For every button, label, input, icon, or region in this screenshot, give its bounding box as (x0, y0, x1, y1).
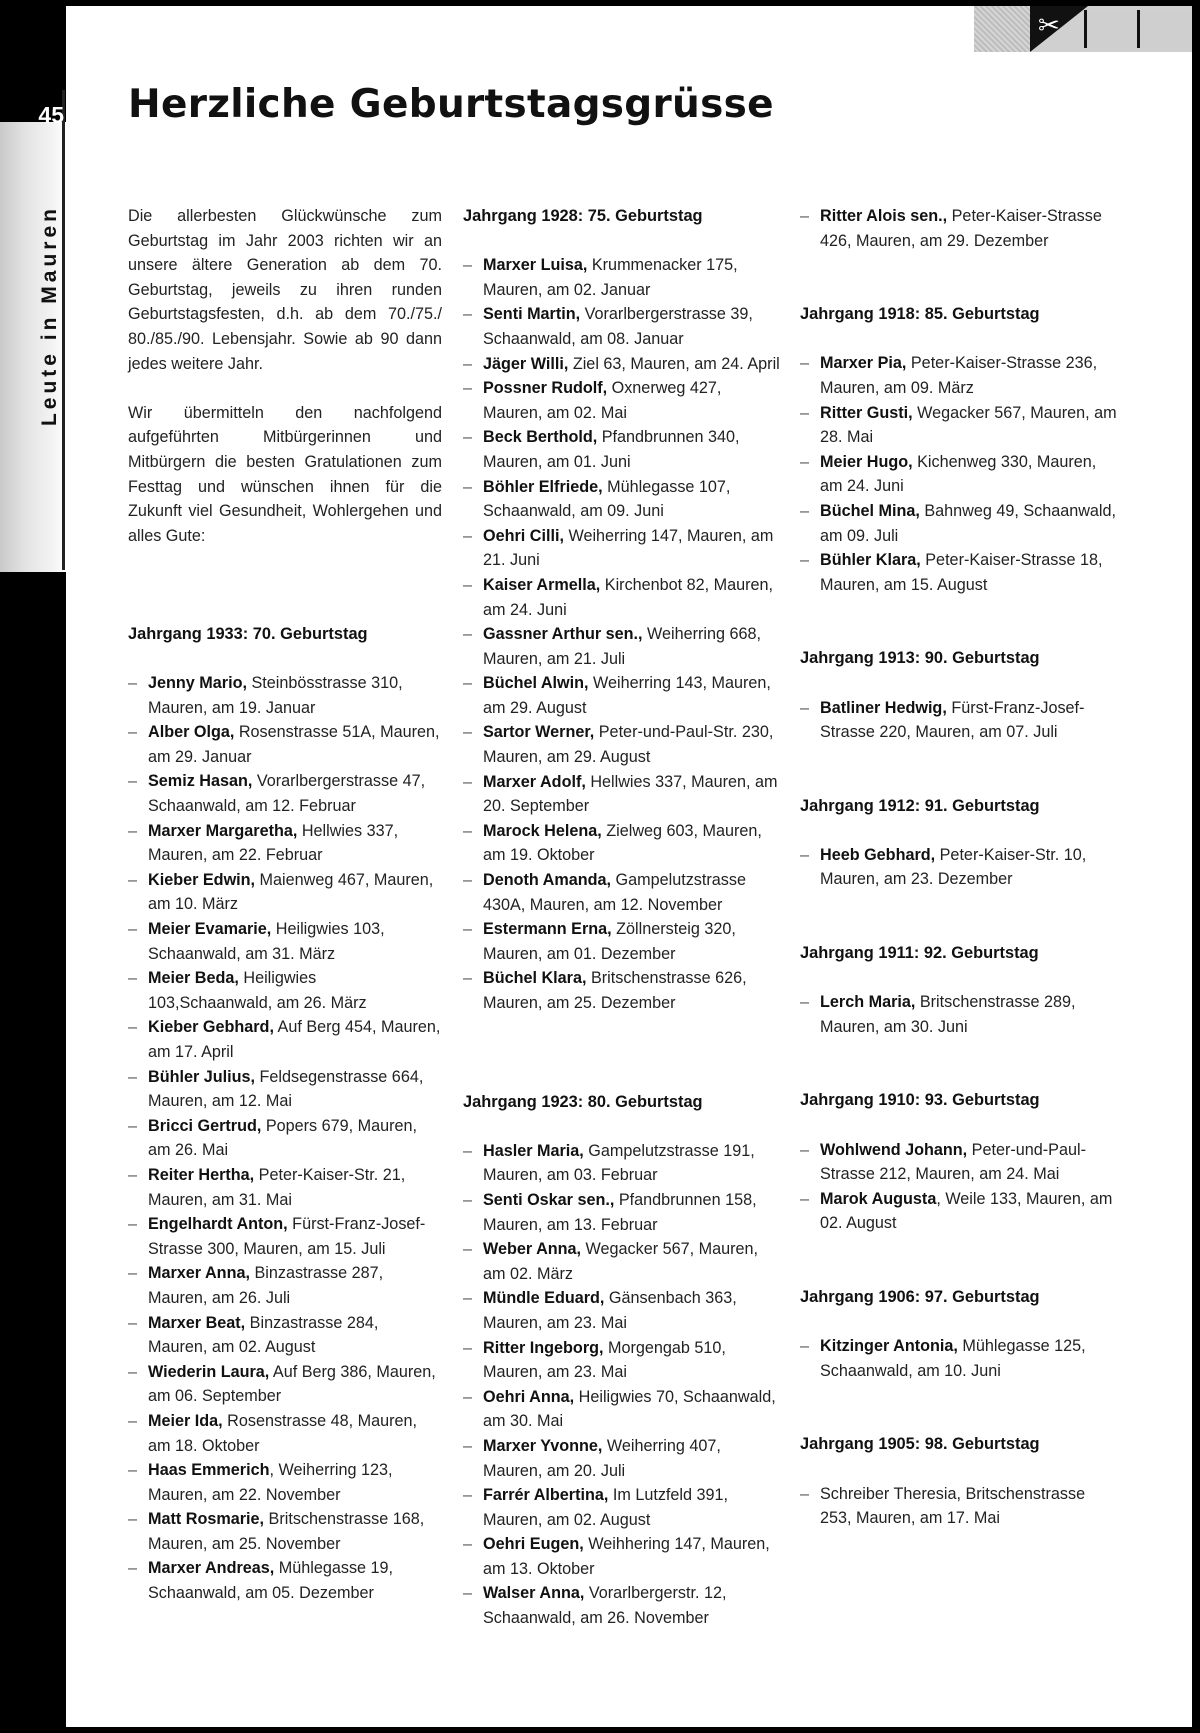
person-name: Meier Evamarie, (148, 920, 272, 939)
dash-bullet: – (128, 674, 138, 693)
person-detail: Peter-Kaiser-Str. 10, Mauren, am 23. Dezember (820, 845, 1087, 889)
person-name: Reiter Hertha, (148, 1165, 255, 1184)
dash-bullet: – (800, 501, 810, 520)
person-detail: Binzastrasse 284, Mauren, am 02. August (148, 1313, 379, 1357)
person-detail: Pfandbrunnen 340, Mauren, am 01. Juni (483, 428, 740, 471)
person-name: Kieber Edwin, (148, 870, 256, 889)
list-item (463, 622, 783, 671)
person-name: Denoth Amanda, (483, 871, 612, 890)
group-heading: Jahrgang 1933: 70. Geburtstag (128, 624, 368, 643)
group-1912 (800, 794, 1118, 892)
page-number: 45 (38, 102, 64, 128)
group-1911 (800, 941, 1118, 1039)
list-item (128, 819, 442, 868)
birthday-list (800, 1138, 1118, 1236)
dash-bullet: – (800, 551, 810, 570)
person-detail: Wegacker 567, Mauren, am 02. März (483, 1240, 759, 1283)
birthday-list (463, 1139, 783, 1631)
list-item (463, 1532, 783, 1581)
person-name: Gassner Arthur sen., (483, 625, 643, 644)
birthday-list (128, 671, 442, 1606)
list-item (128, 917, 442, 966)
dash-bullet: – (128, 870, 138, 889)
dash-bullet: – (463, 871, 473, 890)
list-item (463, 524, 783, 573)
person-name: Meier Beda, (148, 969, 239, 988)
person-name: Kaiser Armella, (483, 575, 601, 594)
dash-bullet: – (128, 1510, 138, 1529)
person-name: Weber Anna, (483, 1240, 582, 1259)
person-name: Lerch Maria, (820, 993, 916, 1012)
group-1933 (128, 622, 442, 1606)
dash-bullet: – (463, 379, 473, 398)
person-detail: Gampelutzstrasse 191, Mauren, am 03. Februar (483, 1141, 755, 1185)
dash-bullet: – (463, 1436, 473, 1455)
dash-bullet: – (800, 1140, 810, 1159)
list-item (128, 1212, 442, 1261)
dash-bullet: – (128, 969, 138, 988)
list-item (800, 401, 1118, 450)
list-item (128, 671, 442, 720)
person-name: Jäger Willi, (483, 354, 569, 373)
birthday-list (800, 1334, 1118, 1383)
dash-bullet: – (128, 723, 138, 742)
group-heading: Jahrgang 1906: 97. Geburtstag (800, 1288, 1040, 1306)
list-item (463, 1237, 783, 1286)
dash-bullet: – (128, 821, 138, 840)
list-item (463, 966, 783, 1015)
person-name: Bricci Gertrud, (148, 1116, 262, 1135)
person-name: Marxer Anna, (148, 1264, 250, 1283)
dash-bullet: – (463, 1535, 473, 1554)
group-1905 (800, 1432, 1118, 1530)
person-name: Oehri Cilli, (483, 526, 564, 545)
person-name: Marock Helena, (483, 821, 602, 840)
list-item (128, 1507, 442, 1556)
list-item (463, 573, 783, 622)
dash-bullet: – (800, 1484, 810, 1503)
birthday-list (800, 351, 1118, 597)
person-name: Oehri Anna, (483, 1387, 575, 1406)
person-name: Büchel Mina, (820, 501, 920, 520)
list-item (800, 548, 1118, 597)
person-name: Farrér Albertina, (483, 1486, 609, 1505)
dash-bullet: – (463, 1338, 473, 1357)
list-item (128, 1114, 442, 1163)
person-name: Bühler Klara, (820, 551, 921, 570)
person-name: Matt Rosmarie, (148, 1510, 265, 1529)
person-name: Kitzinger Antonia, (820, 1337, 958, 1356)
list-item (800, 1482, 1118, 1531)
list-item (463, 376, 783, 425)
person-name: Semiz Hasan, (148, 772, 253, 791)
person-detail: Peter-Kaiser-Str. 21, Mauren, am 31. Mai (148, 1165, 406, 1209)
person-name: Böhler Elfriede, (483, 477, 603, 496)
dash-bullet: – (128, 1264, 138, 1283)
person-detail: Binzastrasse 287, Mauren, am 26. Juli (148, 1264, 384, 1307)
person-detail: Weihhering 147, Mauren, am 13. Oktober (483, 1535, 770, 1578)
list-item (800, 450, 1118, 499)
dash-bullet: – (800, 403, 810, 422)
person-name: Marxer Pia, (820, 354, 907, 373)
person-detail: Peter-Kaiser-Strasse 18, Mauren, am 15. August (820, 551, 1103, 594)
person-name: Haas Emmerich (148, 1461, 270, 1480)
intro-paragraph: Die allerbesten Glückwünsche zum Geburtstag im Jahr 2003 richten wir an unsere ältere Generation ab dem 70. Geburtstag, jeweils zu ihren runden Geburtstagsfesten, d.h. ab dem 70./75./ 80./85./90. Lebensjahr. Sowie ab 90 dann jedes weitere Jahr. (128, 207, 442, 373)
dash-bullet: – (463, 428, 473, 447)
list-item (463, 1286, 783, 1335)
dash-bullet: – (463, 1141, 473, 1160)
list-item (463, 671, 783, 720)
dash-bullet: – (463, 1240, 473, 1259)
dash-bullet: – (800, 452, 810, 471)
list-item (128, 1409, 442, 1458)
person-name: Engelhardt Anton, (148, 1215, 288, 1234)
column-1 (128, 204, 442, 1606)
dash-bullet: – (128, 1461, 138, 1480)
group-1923 (463, 1090, 783, 1631)
person-detail: Peter-Kaiser-Strasse 236, Mauren, am 09. März (820, 354, 1098, 397)
list-item (463, 1385, 783, 1434)
list-item (128, 769, 442, 818)
person-name: Marxer Yvonne, (483, 1436, 603, 1455)
person-detail: Heiligwies 70, Schaanwald, am 30. Mai (483, 1387, 776, 1431)
list-item (128, 1261, 442, 1310)
person-name: Estermann Erna, (483, 920, 612, 939)
person-name: Possner Rudolf, (483, 379, 608, 398)
person-detail: Britschenstrasse 626, Mauren, am 25. Dezember (483, 969, 747, 1012)
list-item (463, 1188, 783, 1237)
person-detail: Hellwies 337, Mauren, am 22. Februar (148, 821, 399, 865)
person-detail: Gänsenbach 363, Mauren, am 23. Mai (483, 1289, 737, 1332)
person-detail: Weiherring 668, Mauren, am 21. Juli (483, 625, 762, 668)
person-detail: Rosenstrasse 51A, Mauren, am 29. Januar (148, 723, 440, 766)
person-name: Marxer Andreas, (148, 1559, 275, 1578)
list-item (800, 204, 1118, 253)
person-detail: Maienweg 467, Mauren, am 10. März (148, 870, 434, 914)
list-item (800, 1138, 1118, 1187)
person-name: Jenny Mario, (148, 674, 247, 693)
person-name: Ritter Ingeborg, (483, 1338, 604, 1357)
person-detail: Weiherring 407, Mauren, am 20. Juli (483, 1436, 721, 1480)
list-item (463, 917, 783, 966)
dash-bullet: – (128, 1165, 138, 1184)
dash-bullet: – (800, 207, 810, 225)
dash-bullet: – (800, 1189, 810, 1208)
person-detail: Auf Berg 386, Mauren, am 06. September (148, 1362, 436, 1406)
list-item (463, 425, 783, 474)
list-item (128, 1065, 442, 1114)
person-detail: Hellwies 337, Mauren, am 20. September (483, 772, 778, 816)
dash-bullet: – (128, 772, 138, 791)
dash-bullet: – (463, 256, 473, 275)
group-1906 (800, 1285, 1118, 1383)
person-name: Beck Berthold, (483, 428, 598, 447)
dash-bullet: – (463, 477, 473, 496)
dash-bullet: – (463, 1584, 473, 1603)
person-detail: Kirchenbot 82, Mauren, am 24. Juni (483, 575, 774, 619)
dash-bullet: – (463, 969, 473, 988)
person-detail: Heiligwies 103,Schaanwald, am 26. März (148, 969, 367, 1012)
person-detail: Peter-Kaiser-Strasse 426, Mauren, am 29. Dezember (820, 207, 1102, 250)
list-item (463, 1581, 783, 1630)
dash-bullet: – (128, 920, 138, 939)
person-detail: Krummenacker 175, Mauren, am 02. Januar (483, 256, 738, 299)
scissors-icon: ✂ (1038, 10, 1060, 40)
person-detail: Steinbösstrasse 310, Mauren, am 19. Januar (148, 674, 403, 717)
birthday-list (800, 843, 1118, 892)
dash-bullet: – (800, 1337, 810, 1356)
list-item (463, 352, 783, 377)
person-name: Meier Hugo, (820, 452, 913, 471)
person-detail: Morgengab 510, Mauren, am 23. Mai (483, 1338, 726, 1382)
group-heading: Jahrgang 1918: 85. Geburtstag (800, 305, 1040, 324)
person-detail: Oxnerweg 427, Mauren, am 02. Mai (483, 379, 722, 422)
group-heading: Jahrgang 1913: 90. Geburtstag (800, 649, 1040, 668)
list-item (800, 696, 1118, 745)
list-item (800, 843, 1118, 892)
person-detail: Peter-und-Paul-Str. 230, Mauren, am 29. August (483, 723, 774, 767)
list-item (128, 1311, 442, 1360)
person-name: Sartor Werner, (483, 723, 595, 742)
person-detail: Mühlegasse 125, Schaanwald, am 10. Juni (820, 1337, 1086, 1380)
person-detail: Wegacker 567, Mauren, am 28. Mai (820, 403, 1117, 447)
group-1910 (800, 1088, 1118, 1236)
person-name: Wohlwend Johann, (820, 1140, 968, 1159)
dash-bullet: – (800, 354, 810, 373)
person-detail: Fürst-Franz-Josef-Strasse 220, Mauren, am 07. Juli (820, 698, 1085, 742)
person-detail: Popers 679, Mauren, am 26. Mai (148, 1116, 418, 1160)
section-title: Leute in Mauren (38, 205, 61, 427)
person-detail: Ziel 63, Mauren, am 24. April (568, 354, 780, 373)
person-name: Senti Oskar sen., (483, 1190, 615, 1209)
person-detail: Mühlegasse 19, Schaanwald, am 05. Dezember (148, 1559, 394, 1603)
dash-bullet: – (128, 1018, 138, 1037)
person-detail: Rosenstrasse 48, Mauren, am 18. Oktober (148, 1411, 418, 1455)
person-name: Meier Ida, (148, 1411, 223, 1430)
dash-bullet: – (463, 575, 473, 594)
person-detail: Schreiber Theresia, Britschenstrasse 253, Mauren, am 17. Mai (820, 1484, 1086, 1528)
page-title: Herzliche Geburtstagsgrüsse (128, 82, 774, 127)
person-name: Büchel Klara, (483, 969, 587, 988)
birthday-list (463, 253, 783, 1015)
person-name: Marxer Beat, (148, 1313, 246, 1332)
dash-bullet: – (463, 920, 473, 939)
person-detail: Mühlegasse 107, Schaanwald, am 09. Juni (483, 477, 731, 521)
dash-bullet: – (463, 625, 473, 644)
person-detail: Vorarlbergerstrasse 39, Schaanwald, am 08. Januar (483, 305, 753, 348)
person-detail: Vorarlbergerstr. 12, Schaanwald, am 26. November (483, 1584, 727, 1628)
person-detail: Zöllnersteig 320, Mauren, am 01. Dezember (483, 920, 736, 963)
dash-bullet: – (128, 1313, 138, 1332)
list-item (800, 990, 1118, 1039)
dash-bullet: – (128, 1559, 138, 1578)
person-detail: Peter-und-Paul-Strasse 212, Mauren, am 24. Mai (820, 1140, 1086, 1184)
person-name: Marxer Adolf, (483, 772, 586, 791)
list-item (128, 1360, 442, 1409)
group-heading: Jahrgang 1923: 80. Geburtstag (463, 1092, 703, 1111)
person-detail: Im Lutzfeld 391, Mauren, am 02. August (483, 1486, 729, 1529)
person-detail: Weiherring 143, Mauren, am 29. August (483, 674, 771, 717)
birthday-list (800, 1482, 1118, 1531)
dash-bullet: – (800, 993, 810, 1012)
dash-bullet: – (463, 354, 473, 373)
list-item (128, 720, 442, 769)
person-detail: Auf Berg 454, Mauren, am 17. April (148, 1018, 441, 1061)
person-name: Alber Olga, (148, 723, 235, 742)
person-detail: Pfandbrunnen 158, Mauren, am 13. Februar (483, 1190, 757, 1234)
dash-bullet: – (800, 698, 810, 717)
person-detail: Britschenstrasse 168, Mauren, am 25. November (148, 1510, 425, 1553)
group-heading: Jahrgang 1911: 92. Geburtstag (800, 944, 1039, 963)
person-detail: Fürst-Franz-Josef-Strasse 300, Mauren, am 15. Juli (148, 1215, 426, 1258)
person-name: Ritter Gusti, (820, 403, 913, 422)
column-2 (463, 204, 783, 1631)
person-name: Heeb Gebhard, (820, 845, 936, 864)
person-name: Batliner Hedwig, (820, 698, 947, 717)
list-item (128, 1458, 442, 1507)
list-item (463, 475, 783, 524)
group-1913 (800, 646, 1118, 744)
person-name: Wiederin Laura, (148, 1362, 270, 1381)
list-item (463, 868, 783, 917)
person-name: Bühler Julius, (148, 1067, 256, 1086)
dash-bullet: – (128, 1362, 138, 1381)
list-item (463, 720, 783, 769)
list-item (800, 1187, 1118, 1236)
dash-bullet: – (128, 1215, 138, 1234)
birthday-list (800, 990, 1118, 1039)
dash-bullet: – (463, 772, 473, 791)
group-heading: Jahrgang 1910: 93. Geburtstag (800, 1091, 1040, 1110)
person-detail: , Weile 133, Mauren, am 02. August (820, 1189, 1113, 1233)
corner-graphic (974, 6, 1192, 52)
list-item (800, 499, 1118, 548)
list-item (128, 1163, 442, 1212)
person-name: Marxer Luisa, (483, 256, 588, 275)
list-item (128, 1556, 442, 1605)
group-heading: Jahrgang 1905: 98. Geburtstag (800, 1435, 1040, 1454)
dash-bullet: – (128, 1067, 138, 1086)
list-item (463, 1434, 783, 1483)
dash-bullet: – (463, 1190, 473, 1209)
list-item (463, 302, 783, 351)
group-heading: Jahrgang 1912: 91. Geburtstag (800, 796, 1040, 815)
dash-bullet: – (463, 723, 473, 742)
person-name: Senti Martin, (483, 305, 581, 324)
dash-bullet: – (463, 305, 473, 324)
dash-bullet: – (128, 1116, 138, 1135)
dash-bullet: – (463, 821, 473, 840)
list-item (800, 351, 1118, 400)
person-name: Hasler Maria, (483, 1141, 584, 1160)
list-item (463, 1336, 783, 1385)
group-1928 (463, 204, 783, 1016)
list-item (463, 1483, 783, 1532)
person-detail: Feldsegenstrasse 664, Mauren, am 12. Mai (148, 1067, 424, 1111)
list-item (463, 770, 783, 819)
group-1918 (800, 302, 1118, 597)
dash-bullet: – (463, 526, 473, 545)
group-1928-continued (800, 204, 1118, 253)
person-name: Marok Augusta (820, 1189, 937, 1208)
person-name: Walser Anna, (483, 1584, 585, 1603)
dash-bullet: – (463, 1387, 473, 1406)
birthday-list (800, 696, 1118, 745)
list-item (128, 868, 442, 917)
person-name: Mündle Eduard, (483, 1289, 605, 1308)
person-detail: , Weiherring 123, Mauren, am 22. November (148, 1461, 393, 1504)
column-3 (800, 204, 1118, 1531)
person-name: Oehri Eugen, (483, 1535, 584, 1554)
dash-bullet: – (463, 1486, 473, 1505)
list-item (800, 1334, 1118, 1383)
dash-bullet: – (463, 1289, 473, 1308)
list-item (128, 966, 442, 1015)
person-detail: Gampelutzstrasse 430A, Mauren, am 12. November (483, 871, 746, 914)
person-name: Ritter Alois sen., (820, 207, 948, 225)
person-detail: Weiherring 147, Mauren, am 21. Juni (483, 526, 774, 570)
group-heading: Jahrgang 1928: 75. Geburtstag (463, 207, 703, 225)
person-name: Marxer Margaretha, (148, 821, 298, 840)
list-item (463, 819, 783, 868)
person-detail: Vorarlbergerstrasse 47, Schaanwald, am 12. Februar (148, 772, 426, 816)
person-detail: Heiligwies 103, Schaanwald, am 31. März (148, 920, 385, 963)
list-item (463, 1139, 783, 1188)
list-item (463, 253, 783, 302)
intro-paragraph: Wir übermitteln den nachfolgend aufgeführten Mitbürgerinnen und Mitbürgern die besten Gratulationen zum Festtag und wünschen ihnen für die Zukunft viel Gesundheit, Wohlergehen und alles Gute: (128, 403, 442, 545)
person-name: Büchel Alwin, (483, 674, 589, 693)
person-detail: Zielweg 603, Mauren, am 19. Oktober (483, 821, 762, 865)
person-detail: Kichenweg 330, Mauren, am 24. Juni (820, 452, 1097, 496)
person-name: Kieber Gebhard, (148, 1018, 274, 1037)
dash-bullet: – (800, 845, 810, 864)
list-item (128, 1015, 442, 1064)
person-detail: Britschenstrasse 289, Mauren, am 30. Juni (820, 993, 1076, 1036)
birthday-list (800, 204, 1118, 253)
dash-bullet: – (463, 674, 473, 693)
dash-bullet: – (128, 1411, 138, 1430)
person-detail: Bahnweg 49, Schaanwald, am 09. Juli (820, 501, 1117, 545)
